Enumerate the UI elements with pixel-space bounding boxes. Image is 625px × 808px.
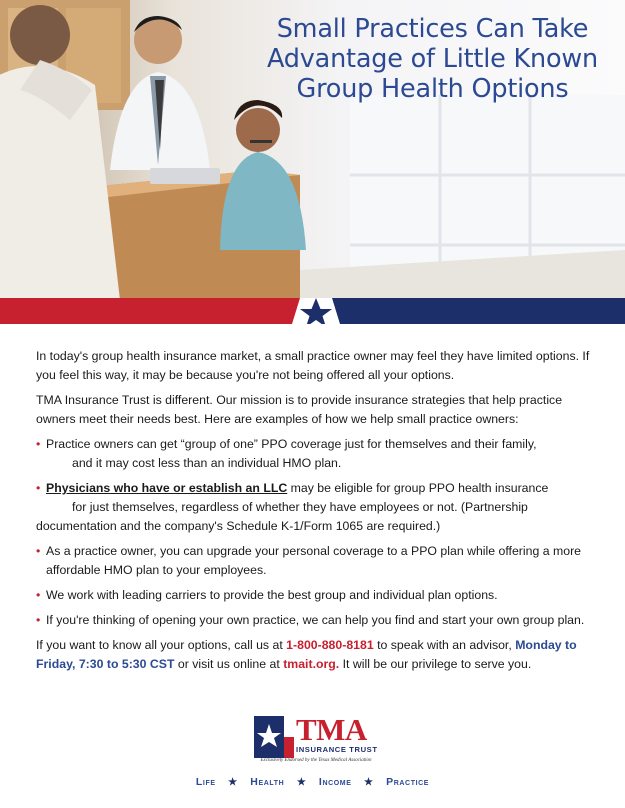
logo-tagline: Exclusively Endorsed by the Texas Medical Association	[260, 758, 372, 763]
logo-wordmark: TMA	[296, 712, 367, 747]
texas-star-icon	[254, 716, 294, 758]
footer-item-income: Income	[318, 776, 352, 788]
office-hours: Monday to Friday, 7:30 to 5:30 CST	[36, 638, 577, 671]
intro-paragraph-2: TMA Insurance Trust is different. Our mission is to provide insurance strategies that help practice owners meet their needs best. Here are examples of how we help small practice owners:	[36, 393, 563, 426]
flag-stripe	[0, 298, 625, 324]
bullet-icon: •	[36, 437, 41, 451]
blue-band	[332, 298, 625, 324]
list-item-text: for just themselves, regardless of whether they have employees or not. (Partnership	[72, 500, 528, 514]
benefits-list	[36, 435, 598, 630]
page-headline: Small Practices Can Take Advantage of Little Known Group Health Options	[266, 14, 599, 104]
footer-item-practice: Practice	[386, 776, 430, 788]
star-icon: ★	[296, 777, 307, 788]
star-icon: ★	[364, 777, 374, 788]
contact-paragraph: If you want to know all your options, call us at 1-800-880-8181 to speak with an advisor, Monday to Friday, 7:30 to 5:30 CST or visit us online at tmait.org. It will be our privilege to serve you.	[36, 638, 577, 671]
list-item-text: and it may cost less than an individual HMO plan.	[72, 456, 342, 470]
footer-item-health: Health	[250, 776, 285, 788]
list-item	[36, 542, 598, 580]
list-item-text: If you're thinking of opening your own practice, we can help you find and start your own group plan.	[46, 613, 585, 627]
list-item	[36, 586, 598, 605]
footer-tagline	[0, 776, 625, 788]
bullet-icon: •	[36, 588, 41, 602]
bullet-icon: •	[36, 481, 41, 495]
list-item-text: As a practice owner, you can upgrade your personal coverage to a PPO plan while offering a more affordable HMO plan to your employees.	[46, 544, 581, 577]
list-item-text: may be eligible for group PPO health insurance	[287, 481, 549, 495]
llc-link[interactable]: Physicians who have or establish an LLC	[46, 481, 288, 495]
list-item-text: We work with leading carriers to provide the best group and individual plan options.	[46, 588, 498, 602]
website-link[interactable]: tmait.org.	[283, 657, 340, 671]
bullet-icon: •	[36, 613, 41, 627]
list-item	[36, 435, 598, 473]
logo-subtitle: INSURANCE TRUST	[296, 745, 378, 754]
red-band	[0, 298, 300, 324]
tma-logo	[254, 714, 378, 768]
bullet-icon: •	[36, 544, 41, 558]
body-copy	[36, 347, 598, 680]
list-item	[36, 479, 598, 536]
list-item-text: documentation and the company's Schedule K-1/Form 1065 are required.)	[36, 519, 441, 533]
star-icon: ★	[228, 777, 238, 788]
list-item	[36, 611, 598, 630]
phone-number[interactable]: 1-800-880-8181	[286, 638, 374, 652]
hero-banner	[0, 0, 625, 300]
footer-item-life: Life	[195, 776, 216, 788]
intro-paragraph-1: In today's group health insurance market, a small practice owner may feel they have limited options. If you feel this way, it may be because you're not being offered all your options.	[36, 349, 590, 382]
list-item-text: Practice owners can get “group of one” PPO coverage just for themselves and their family,	[46, 437, 537, 451]
